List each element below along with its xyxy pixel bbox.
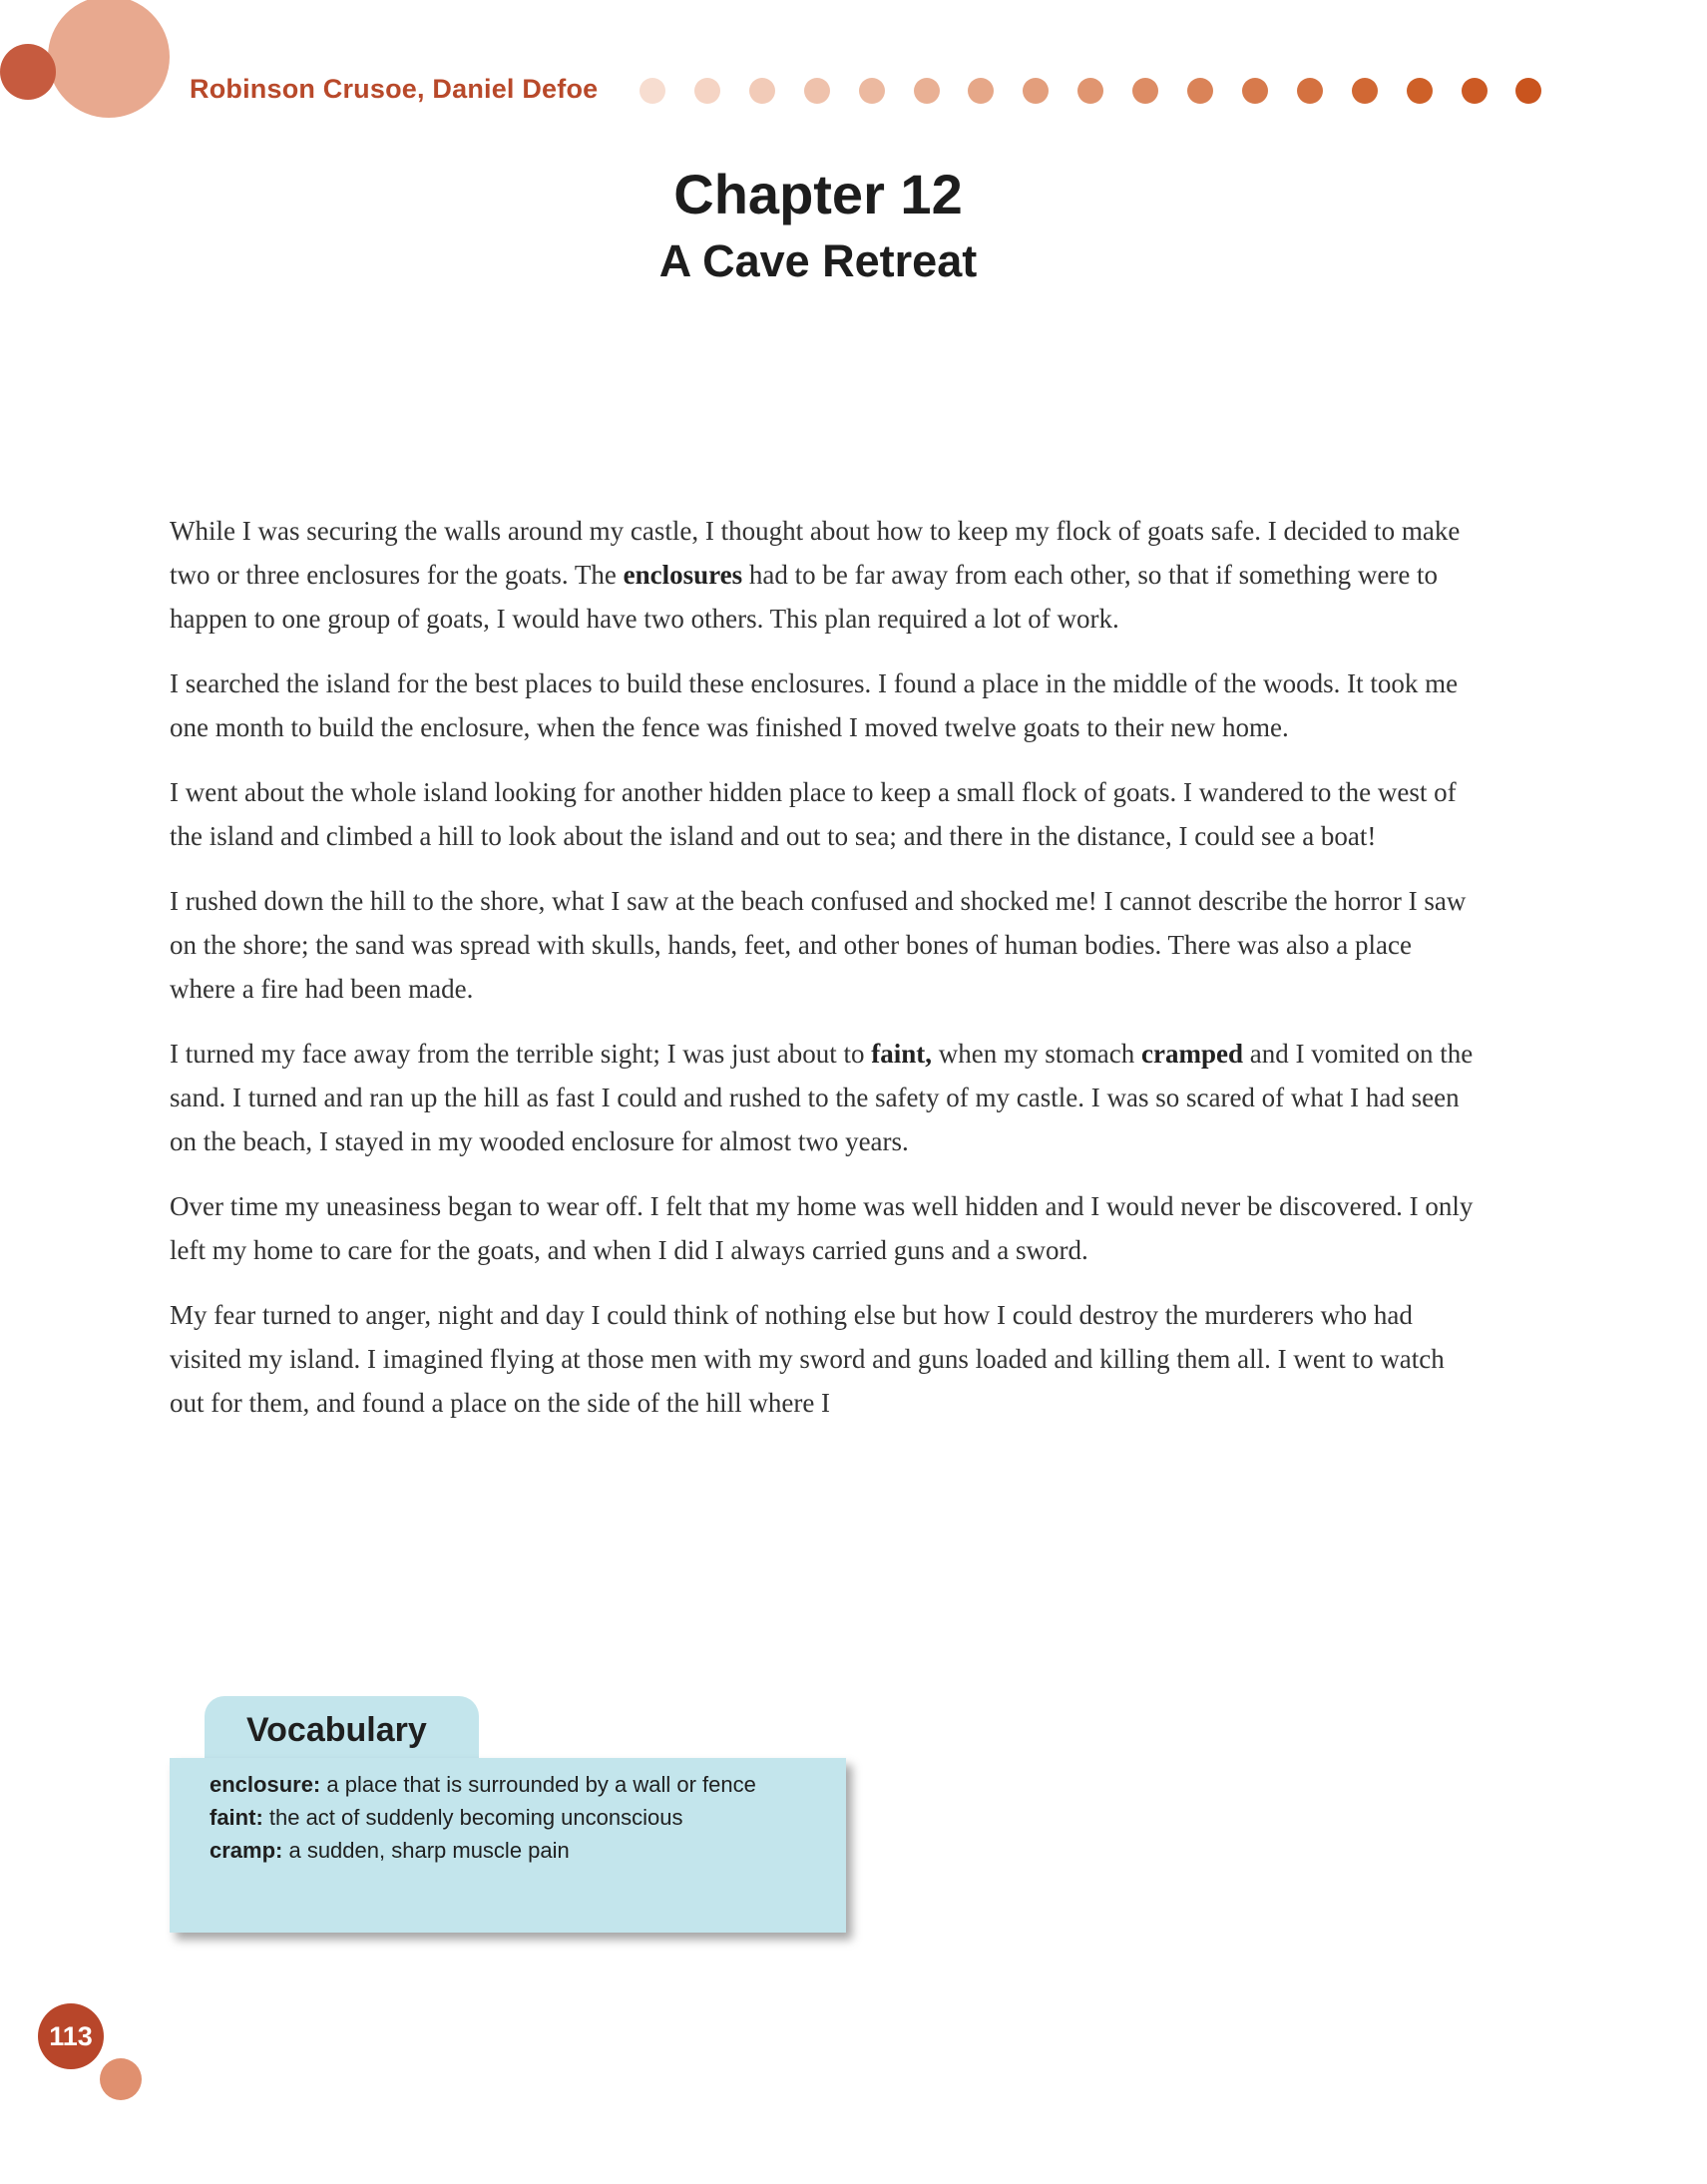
- header-dot: [1242, 78, 1268, 104]
- paragraph-text: had to be far away from each other, so that if something were to happen to one group of goats, I would have two others. This plan required a lot of work.: [170, 560, 1439, 634]
- story-paragraph: [170, 1032, 1477, 1163]
- header-dot: [1297, 78, 1323, 104]
- vocabulary-entry: [210, 1834, 768, 1867]
- header-dot: [749, 78, 775, 104]
- header-dot: [1515, 78, 1541, 104]
- paragraph-text: While I was securing the walls around my castle, I thought about how to keep my flock of goats safe. I decided to make two or three enclosures for the goats. The: [170, 516, 1461, 590]
- vocabulary-term: cramp:: [210, 1838, 283, 1863]
- paragraph-text: I rushed down the hill to the shore, what I saw at the beach confused and shocked me! I cannot describe the horror I saw on the shore; the sand was spread with skulls, hands, feet, and other bones of human bodies. There was also a place where a fire had been made.: [170, 886, 1467, 1004]
- story-paragraph: [170, 1293, 1477, 1425]
- vocabulary-entry: [210, 1801, 768, 1834]
- paragraph-text: My fear turned to anger, night and day I could think of nothing else but how I could destroy the murderers who had visited my island. I imagined flying at those men with my sword and guns loaded and killing them all. I went to watch out for them, and found a place on the side of the hill where I: [170, 1300, 1445, 1418]
- story-paragraph: [170, 879, 1477, 1011]
- header-dot: [804, 78, 830, 104]
- vocabulary-list: [210, 1768, 768, 1867]
- chapter-title: A Cave Retreat: [658, 235, 978, 286]
- story-text: [170, 509, 1477, 1446]
- vocabulary-word: faint,: [871, 1039, 933, 1069]
- vocabulary-definition: a sudden, sharp muscle pain: [282, 1838, 570, 1863]
- header-dot: [1023, 78, 1049, 104]
- page-number-decor-circle: [100, 2058, 142, 2100]
- story-paragraph: [170, 661, 1477, 749]
- paragraph-text: I went about the whole island looking for another hidden place to keep a small flock of goats. I wandered to the west of the island and climbed a hill to look about the island and out to sea; and there in the distance, I could see a boat!: [170, 777, 1457, 851]
- vocabulary-word: enclosures: [623, 560, 743, 590]
- header-dot: [1462, 78, 1488, 104]
- paragraph-text: Over time my uneasiness began to wear off. I felt that my home was well hidden and I would never be discovered. I only left my home to care for the goats, and when I did I always carried guns and a sword.: [170, 1191, 1474, 1265]
- page-number: 113: [38, 2003, 104, 2069]
- paragraph-text: I turned my face away from the terrible sight; I was just about to: [170, 1039, 872, 1069]
- header-dot: [968, 78, 994, 104]
- vocabulary-entry: [210, 1768, 768, 1801]
- vocabulary-heading: Vocabulary: [246, 1711, 427, 1749]
- decor-circle-small: [0, 44, 56, 100]
- vocabulary-word: cramped: [1141, 1039, 1243, 1069]
- decor-circle-large: [48, 0, 170, 118]
- header-dot: [1132, 78, 1158, 104]
- header-dot: [914, 78, 940, 104]
- chapter-number: Chapter 12: [673, 163, 963, 225]
- vocabulary-term: enclosure:: [210, 1772, 321, 1797]
- header-dot: [1407, 78, 1433, 104]
- header-dot: [1187, 78, 1213, 104]
- header-dot: [1352, 78, 1378, 104]
- vocabulary-definition: a place that is surrounded by a wall or fence: [320, 1772, 756, 1797]
- story-paragraph: [170, 509, 1477, 641]
- paragraph-text: I searched the island for the best places to build these enclosures. I found a place in the middle of the woods. It took me one month to build the enclosure, when the fence was finished I moved twelve goats to their new home.: [170, 668, 1459, 742]
- header-dot: [1077, 78, 1103, 104]
- header-dot: [859, 78, 885, 104]
- story-paragraph: [170, 770, 1477, 858]
- vocabulary-definition: the act of suddenly becoming unconscious: [262, 1805, 683, 1830]
- header-dot: [640, 78, 665, 104]
- paragraph-text: and I vomited on the sand. I turned and ran up the hill as fast I could and rushed to the safety of my castle. I was so scared of what I had seen on the beach, I stayed in my wooded enclosure for almost two years.: [170, 1039, 1474, 1156]
- story-paragraph: [170, 1184, 1477, 1272]
- vocabulary-term: faint:: [210, 1805, 263, 1830]
- header-dot: [694, 78, 720, 104]
- paragraph-text: when my stomach: [932, 1039, 1142, 1069]
- book-title: Robinson Crusoe, Daniel Defoe: [190, 74, 599, 104]
